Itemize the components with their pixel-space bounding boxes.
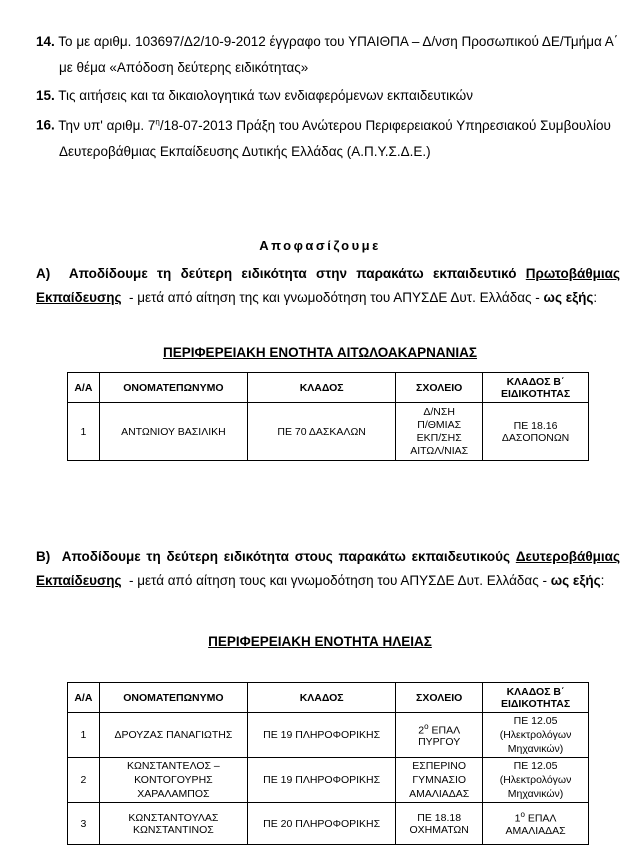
cell-name: ΑΝΤΩΝΙΟΥ ΒΑΣΙΛΙΚΗ [99, 403, 247, 461]
cell-aa: 2 [68, 758, 100, 803]
table-row [68, 758, 589, 803]
header-second-specialty: ΚΛΑΔΟΣ Β΄ ΕΙΔΙΚΟΤΗΤΑΣ [483, 683, 589, 713]
table-header-row [68, 373, 589, 403]
cell-second-specialty: $1^o$ ΕΠΑΛ ΑΜΑΛΙΑΔΑΣ [483, 803, 589, 845]
list-item-15 [36, 87, 473, 105]
cell-name: ΔΡΟΥΖΑΣ ΠΑΝΑΓΙΩΤΗΣ [99, 713, 247, 758]
cell-aa: 1 [68, 713, 100, 758]
cell-aa: 1 [68, 403, 100, 461]
cell-name: ΚΩΝΣΤΑΝΤΕΛΟΣ – ΚΟΝΤΟΓΟΥΡΗΣ ΧΑΡΑΛΑΜΠΟΣ [99, 758, 247, 803]
table-row [68, 713, 589, 758]
region-title-aitoloakarnania: ΠΕΡΙΦΕΡΕΙΑΚΗ ΕΝΟΤΗΤΑ ΑΙΤΩΛΟΑΚΑΡΝΑΝΙΑΣ [162, 345, 478, 360]
item-text-cont: Δευτεροβάθμιας Εκπαίδευσης Δυτικής Ελλάδας (Α.Π.Υ.Σ.Δ.Ε.) [59, 143, 431, 159]
cell-second-specialty: ΠΕ 12.05 (Ηλεκτρολόγων Μηχανικών) [483, 713, 589, 758]
item-text-cont: με θέμα «Απόδοση δεύτερης ειδικότητας» [59, 60, 309, 75]
header-aa: Α/Α [68, 683, 100, 713]
header-school: ΣΧΟΛΕΙΟ [396, 373, 483, 403]
table-header-row [68, 683, 589, 713]
section-a-paragraph: Α) Αποδίδουμε τη δεύτερη ειδικότητα στην παρακάτω εκπαιδευτικό Πρωτοβάθμιας Εκπαίδευσης - μετά από αίτηση της και γνωμοδότηση του ΑΠΥΣΔΕ Δυτ. Ελλάδας - ως εξής: [36, 266, 620, 305]
item-number: 14. [36, 34, 55, 49]
item-text: Τις αιτήσεις και τα δικαιολογητικά των ενδιαφερόμενων εκπαιδευτικών [58, 88, 473, 103]
list-item-16 [36, 113, 611, 161]
table-row [68, 803, 589, 845]
region-title-ileia: ΠΕΡΙΦΕΡΕΙΑΚΗ ΕΝΟΤΗΤΑ ΗΛΕΙΑΣ [208, 634, 432, 649]
header-klados: ΚΛΑΔΟΣ [248, 683, 396, 713]
item-text: Το με αριθμ. 103697/Δ2/10-9-2012 έγγραφο του ΥΠΑΙΘΠΑ – Δ/νση Προσωπικού ΔΕ/Τμήμα Α΄ [58, 34, 619, 49]
item-number: 15. [36, 88, 55, 103]
table-row [68, 403, 589, 461]
cell-klados: ΠΕ 19 ΠΛΗΡΟΦΟΡΙΚΗΣ [248, 758, 396, 803]
header-second-specialty: ΚΛΑΔΟΣ Β΄ ΕΙΔΙΚΟΤΗΤΑΣ [483, 373, 589, 403]
cell-second-specialty: ΠΕ 12.05 (Ηλεκτρολόγων Μηχανικών) [483, 758, 589, 803]
item-number: 16. [36, 117, 55, 133]
cell-name: ΚΩΝΣΤΑΝΤΟΥΛΑΣ ΚΩΝΣΤΑΝΤΙΝΟΣ [99, 803, 247, 845]
teachers-table-primary [67, 372, 589, 461]
cell-school: Δ/ΝΣΗ Π/ΘΜΙΑΣ ΕΚΠ/ΣΗΣ ΑΙΤΩΛ/ΝΙΑΣ [396, 403, 483, 461]
header-school: ΣΧΟΛΕΙΟ [396, 683, 483, 713]
header-name: ΟΝΟΜΑΤΕΠΩΝΥΜΟ [99, 373, 247, 403]
header-aa: Α/Α [68, 373, 100, 403]
cell-second-specialty: ΠΕ 18.16 ΔΑΣΟΠΟΝΩΝ [483, 403, 589, 461]
header-klados: ΚΛΑΔΟΣ [248, 373, 396, 403]
cell-klados: ΠΕ 70 ΔΑΣΚΑΛΩΝ [248, 403, 396, 461]
cell-school: $2^o$ ΕΠΑΛ ΠΥΡΓΟΥ [396, 713, 483, 758]
section-b-paragraph: Β) Αποδίδουμε τη δεύτερη ειδικότητα στους παρακάτω εκπαιδευτικούς Δευτεροβάθμιας Εκπαίδευσης - μετά από αίτηση τους και γνωμοδότηση του ΑΠΥΣΔΕ Δυτ. Ελλάδας - ως εξής: [36, 549, 620, 588]
cell-klados: ΠΕ 20 ΠΛΗΡΟΦΟΡΙΚΗΣ [248, 803, 396, 845]
cell-klados: ΠΕ 19 ΠΛΗΡΟΦΟΡΙΚΗΣ [248, 713, 396, 758]
cell-school: ΠΕ 18.18 ΟΧΗΜΑΤΩΝ [396, 803, 483, 845]
list-item-14 [36, 33, 618, 77]
cell-school: ΕΣΠΕΡΙΝΟ ΓΥΜΝΑΣΙΟ ΑΜΑΛΙΑΔΑΣ [396, 758, 483, 803]
teachers-table-secondary [67, 682, 589, 845]
item-text: Την υπ' αριθμ. $7^\eta/18-07-2013$ Πράξη του Ανώτερου Περιφερειακού Υπηρεσιακού Συμβουλίου [58, 117, 611, 133]
header-name: ΟΝΟΜΑΤΕΠΩΝΥΜΟ [99, 683, 247, 713]
cell-aa: 3 [68, 803, 100, 845]
decide-heading: Αποφασίζουμε [259, 238, 381, 253]
